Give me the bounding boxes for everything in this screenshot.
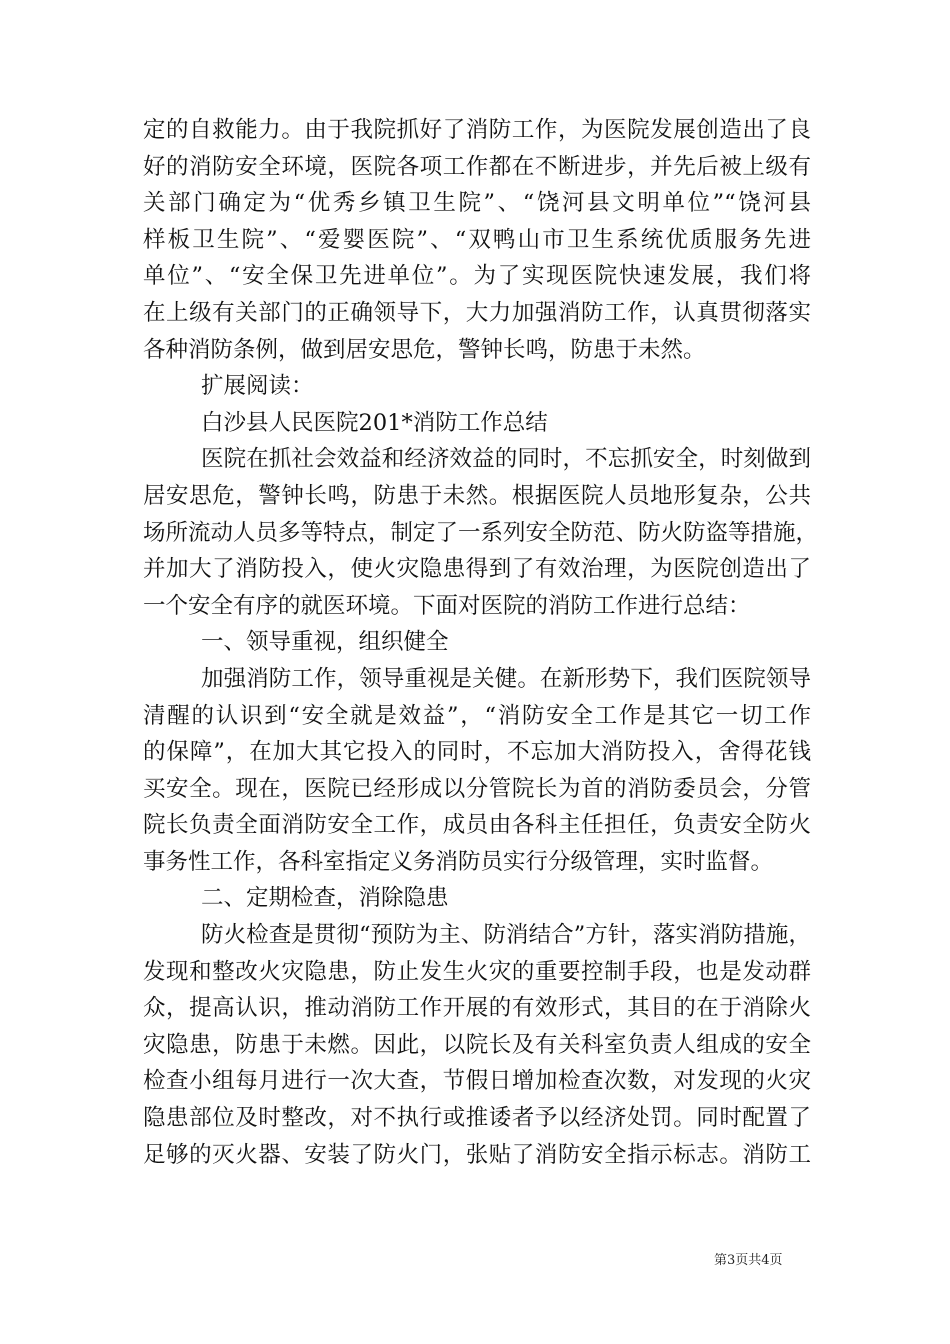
text-line: 二、定期检查，消除隐患 [201, 885, 449, 912]
text-line: 场所流动人员多等特点，制定了一系列安全防范、防火防盗等措施， [143, 519, 819, 546]
text-line: 隐患部位及时整改，对不执行或推诿者予以经济处罚。同时配置了 [143, 1105, 811, 1132]
text-line: 买安全。现在，医院已经形成以分管院长为首的消防委员会，分管 [143, 775, 811, 802]
text-line: 加强消防工作，领导重视是关健。在新形势下，我们医院领导 [201, 665, 811, 692]
page-number: 第3页共4页 [714, 1253, 783, 1268]
text-line: 单位”、“安全保卫先进单位”。为了实现医院快速发展，我们将 [143, 263, 811, 290]
text-line: 居安思危，警钟长鸣，防患于未然。根据医院人员地形复杂，公共 [143, 482, 811, 509]
text-line: 防火检查是贯彻“预防为主、防消结合”方针，落实消防措施， [201, 922, 811, 949]
text-line: 医院在抓社会效益和经济效益的同时，不忘抓安全，时刻做到 [201, 446, 811, 473]
text-line: 足够的灭火器、安装了防火门，张贴了消防安全指示标志。消防工 [143, 1141, 811, 1168]
text-line: 并加大了消防投入，使火灾隐患得到了有效治理，为医院创造出了 [143, 556, 811, 583]
text-line: 事务性工作，各科室指定义务消防员实行分级管理，实时监督。 [143, 848, 774, 875]
text-line: 院长负责全面消防安全工作，成员由各科主任担任，负责安全防火 [143, 812, 811, 839]
text-line: 关部门确定为“优秀乡镇卫生院”、“饶河县文明单位”“饶河县 [143, 190, 811, 217]
document-body [143, 112, 819, 1173]
text-line: 众，提高认识，推动消防工作开展的有效形式，其目的在于消除火 [143, 995, 811, 1022]
text-line: 各种消防条例，做到居安思危，警钟长鸣，防患于未然。 [143, 336, 706, 363]
text-line: 灾隐患，防患于未燃。因此，以院长及有关科室负责人组成的安全 [143, 1031, 811, 1058]
text-line: 清醒的认识到“安全就是效益”，“消防安全工作是其它一切工作 [143, 702, 811, 729]
text-line: 好的消防安全环境，医院各项工作都在不断进步，并先后被上级有 [143, 153, 811, 180]
text-line: 扩展阅读： [201, 373, 314, 400]
text-line: 一、领导重视，组织健全 [201, 629, 449, 656]
text-line: 发现和整改火灾隐患，防止发生火灾的重要控制手段，也是发动群 [143, 958, 811, 985]
text-line: 样板卫生院”、“爱婴医院”、“双鸭山市卫生系统优质服务先进 [143, 226, 811, 253]
text-line: 定的自救能力。由于我院抓好了消防工作，为医院发展创造出了良 [143, 117, 811, 143]
text-line: 白沙县人民医院201*消防工作总结 [201, 409, 548, 436]
text-line: 的保障”，在加大其它投入的同时，不忘加大消防投入，舍得花钱 [143, 739, 811, 766]
text-line: 在上级有关部门的正确领导下，大力加强消防工作，认真贯彻落实 [143, 299, 811, 326]
text-line: 检查小组每月进行一次大查，节假日增加检查次数，对发现的火灾 [143, 1068, 811, 1095]
text-line: 一个安全有序的就医环境。下面对医院的消防工作进行总结： [143, 592, 751, 619]
